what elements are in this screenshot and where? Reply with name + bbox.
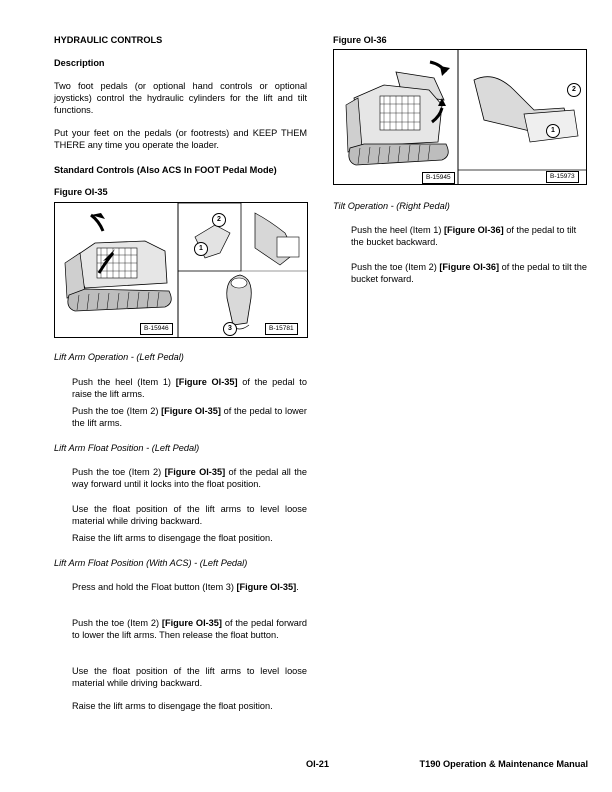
figure-oi-36-caption: Figure OI-36 [333, 35, 387, 45]
description-paragraph-1: Two foot pedals (or optional hand controls or optional joysticks) control the hydraulic cylinders for the lift and tilt functions. [54, 81, 307, 116]
float-push-instruction: Push the toe (Item 2) [Figure OI-35] of the pedal all the way forward until it locks into the float position. [72, 467, 307, 490]
acs-use-instruction: Use the float position of the lift arms to level loose material while driving backward. [72, 666, 307, 689]
float-acs-heading: Lift Arm Float Position (With ACS) - (Left Pedal) [54, 558, 248, 568]
figure-tag: B-15945 [422, 172, 455, 184]
loader-illustration [334, 50, 586, 184]
lift-raise-instruction: Push the heel (Item 1) [Figure OI-35] of the pedal to raise the lift arms. [72, 377, 307, 400]
standard-controls-heading: Standard Controls (Also ACS In FOOT Pedal Mode) [54, 165, 277, 175]
section-title: HYDRAULIC CONTROLS [54, 35, 163, 45]
tilt-forward-instruction: Push the toe (Item 2) [Figure OI-36] of the pedal to tilt the bucket forward. [351, 262, 587, 285]
description-paragraph-2: Put your feet on the pedals (or footrests) and KEEP THEM THERE any time you operate the loader. [54, 128, 307, 151]
tilt-operation-heading: Tilt Operation - (Right Pedal) [333, 201, 450, 211]
lift-arm-operation-heading: Lift Arm Operation - (Left Pedal) [54, 352, 184, 362]
figure-oi-35-caption: Figure OI-35 [54, 187, 108, 197]
loader-illustration [55, 203, 307, 337]
figure-oi-36 [333, 49, 587, 185]
manual-title: T190 Operation & Maintenance Manual [419, 759, 588, 769]
float-position-heading: Lift Arm Float Position - (Left Pedal) [54, 443, 200, 453]
callout-3: 3 [223, 322, 237, 336]
callout-1: 1 [546, 124, 560, 138]
figure-tag: B-15946 [140, 323, 173, 335]
figure-oi-35 [54, 202, 308, 338]
acs-raise-instruction: Raise the lift arms to disengage the float position. [72, 701, 273, 711]
tilt-back-instruction: Push the heel (Item 1) [Figure OI-36] of the pedal to tilt the bucket backward. [351, 225, 577, 248]
acs-press-instruction: Press and hold the Float button (Item 3) [Figure OI-35]. [72, 582, 299, 592]
callout-2: 2 [212, 213, 226, 227]
figure-tag: B-15973 [546, 171, 579, 183]
page-number: OI-21 [306, 759, 329, 769]
callout-2: 2 [567, 83, 581, 97]
float-raise-instruction: Raise the lift arms to disengage the float position. [72, 533, 273, 543]
callout-1: 1 [194, 242, 208, 256]
figure-tag: B-15781 [265, 323, 298, 335]
lift-lower-instruction: Push the toe (Item 2) [Figure OI-35] of the pedal to lower the lift arms. [72, 406, 307, 429]
acs-push-instruction: Push the toe (Item 2) [Figure OI-35] of the pedal forward to lower the lift arms. Then release the float button. [72, 618, 307, 641]
float-use-instruction: Use the float position of the lift arms to level loose material while driving backward. [72, 504, 307, 527]
description-heading: Description [54, 58, 105, 68]
